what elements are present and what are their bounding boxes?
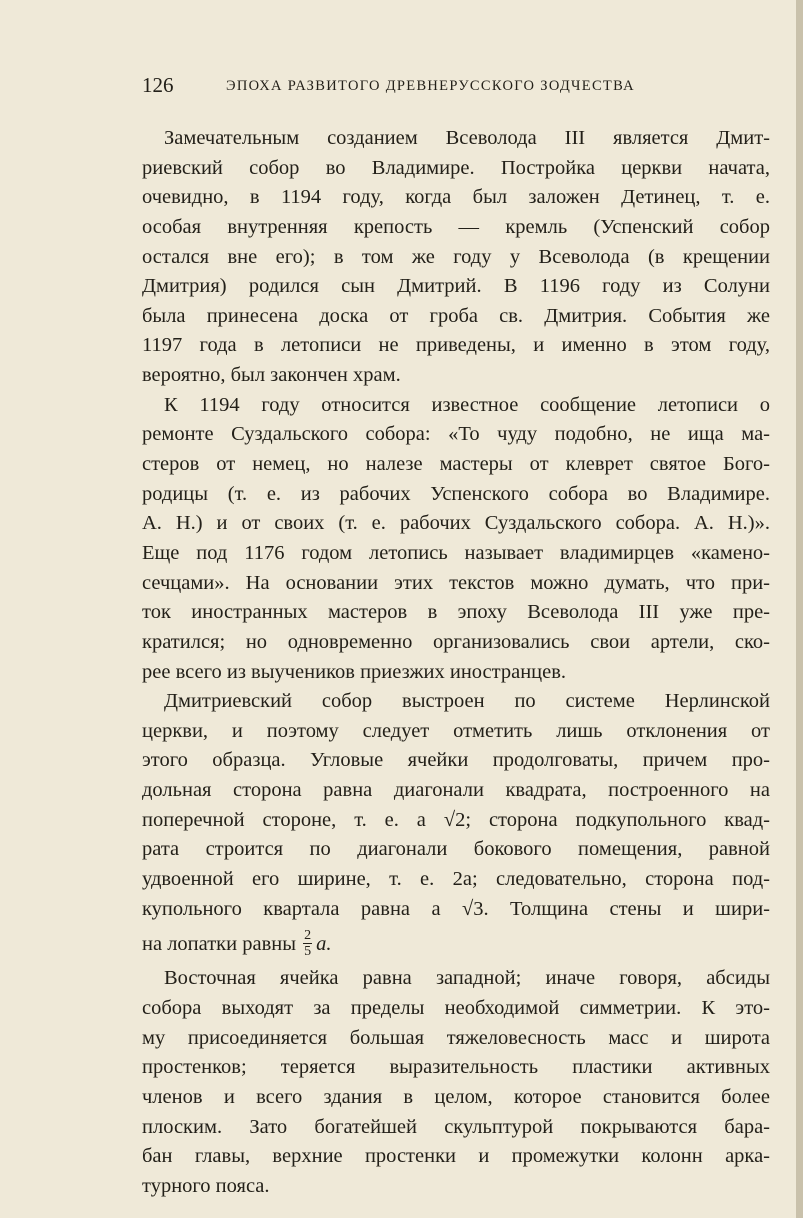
text-line: на лопатки равны	[142, 933, 297, 956]
page-number: 126	[142, 73, 174, 97]
text-line: сечцами». На основании этих текстов можно думать, что при-	[142, 571, 770, 594]
text-line: ток иностранных мастеров в эпоху Всеволода III уже пре-	[142, 601, 770, 624]
text-line: бан главы, верхние простенки и промежутки колонн арка-	[142, 1145, 770, 1168]
text-line: церкви, и поэтому следует отметить лишь отклонения от	[142, 719, 770, 742]
text-line: Дмитриевский собор выстроен по системе Нерлинской	[164, 690, 770, 713]
fraction-variable: a.	[316, 933, 332, 956]
text-line: кратился; но одновременно организовались свои артели, ско-	[142, 630, 770, 653]
text-line: стеров от немец, но налезе мастеры от клеврет святое Бого-	[142, 453, 770, 476]
text-line: вероятно, был закончен храм.	[142, 364, 401, 387]
text-line: плоским. Зато богатейшей скульптурой покрываются бара-	[142, 1115, 770, 1138]
text-line: рата строится по диагонали бокового помещения, равной	[142, 838, 770, 861]
text-line: удвоенной его ширине, т. е. 2a; следовательно, сторона под-	[142, 868, 770, 891]
fraction	[303, 928, 312, 959]
text-line: особая внутренняя крепость — кремль (Успенский собор	[142, 215, 770, 238]
running-title: ЭПОХА РАЗВИТОГО ДРЕВНЕРУССКОГО ЗОДЧЕСТВА	[226, 78, 635, 94]
text-line: этого образца. Угловые ячейки продолговаты, причем про-	[142, 749, 770, 772]
text-line: дольная сторона равна диагонали квадрата, построенного на	[142, 779, 770, 802]
body-text	[142, 124, 770, 1201]
text-line: Замечательным созданием Всеволода III является Дмит-	[164, 127, 770, 149]
running-header	[142, 73, 770, 99]
text-line: купольного квартала равна a √3. Толщина стены и шири-	[142, 897, 770, 920]
text-line: Дмитрия) родился сын Дмитрий. В 1196 году из Солуни	[142, 275, 770, 298]
text-line: му присоединяется большая тяжеловесность масс и широта	[142, 1026, 770, 1049]
text-line: родицы (т. е. из рабочих Успенского собора во Владимире.	[142, 482, 770, 505]
text-line: ремонте Суздальского собора: «То чуду подобно, не ища ма-	[142, 423, 770, 446]
text-line: Еще под 1176 годом летопись называет владимирцев «камено-	[142, 541, 770, 564]
text-line: К 1194 году относится известное сообщение летописи о	[164, 393, 770, 416]
text-line: поперечной стороне, т. е. a √2; сторона подкупольного квад-	[142, 808, 770, 831]
text-line: была принесена доска от гроба св. Дмитрия. События же	[142, 304, 770, 327]
text-line: 1197 года в летописи не приведены, и именно в этом году,	[142, 334, 770, 357]
page-edge-shadow	[796, 0, 803, 1218]
text-line: риевский собор во Владимире. Постройка церкви начата,	[142, 156, 770, 179]
text-line: остался вне его); в том же году у Всеволода (в крещении	[142, 245, 770, 268]
text-line: простенков; теряется выразительность пластики активных	[142, 1056, 770, 1079]
text-line: турного пояса.	[142, 1174, 270, 1197]
text-line: Восточная ячейка равна западной; иначе говоря, абсиды	[164, 967, 770, 990]
fraction-denominator: 5	[304, 944, 312, 960]
text-line: очевидно, в 1194 году, когда был заложен Детинец, т. е.	[142, 186, 770, 209]
text-line: собора выходят за пределы необходимой симметрии. К это-	[142, 996, 770, 1019]
fraction-numerator: 2	[304, 928, 312, 944]
text-line: А. Н.) и от своих (т. е. рабочих Суздальского собора. А. Н.)».	[142, 512, 770, 535]
text-line-with-fraction	[142, 924, 770, 964]
text-line: членов и всего здания в целом, которое становится более	[142, 1085, 770, 1108]
text-line: рее всего из выучеников приезжих иностранцев.	[142, 660, 567, 683]
